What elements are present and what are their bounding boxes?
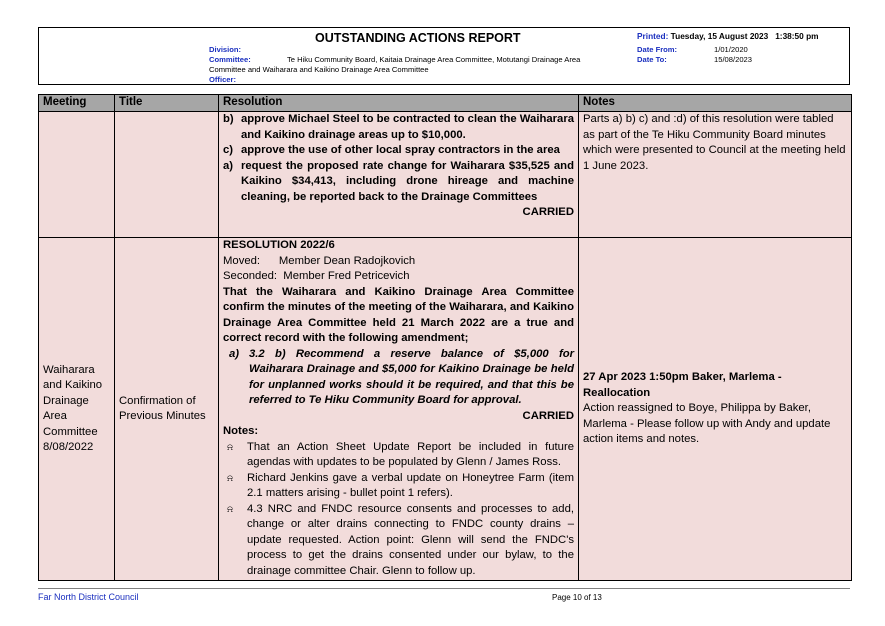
notes-cell — [579, 112, 852, 238]
list-item: ⍾ That an Action Sheet Update Report be included in future agendas with updates to be populated by Glenn / James Ross. — [223, 440, 574, 471]
seconded-line: Seconded: Member Fred Petricevich — [223, 270, 410, 282]
bullet-icon: ⍾ — [227, 503, 233, 514]
notes-subheading: Reallocation — [583, 386, 651, 399]
committee-value: Te Hiku Community Board, Kaitaia Drainage Area Committee, Motutangi Drainage Area Committee and Waiharara and Kaikino Drainage Area Committee — [209, 55, 581, 74]
report-filters — [209, 45, 619, 85]
table-row — [39, 112, 852, 238]
moved-line: Moved: Member Dean Radojkovich — [223, 254, 416, 267]
footer-org: Far North District Council — [38, 592, 139, 602]
officer-label: Officer: — [209, 75, 237, 84]
date-from-value: 1/01/2020 — [714, 45, 748, 54]
amendment-item: a) 3.2 b) Recommend a reserve balance of $5,000 for Waiharara Drainage and $5,000 for Kaikino Drainage be held for unplanned works should it be required, and that this be referred to Te Hiku Community Board for approval. — [229, 347, 574, 406]
meeting-cell: Waiharara and Kaikino Drainage Area Committee 8/08/2022 — [39, 238, 115, 581]
resolution-cell — [219, 238, 579, 581]
carried-label: CARRIED — [522, 206, 574, 218]
printed-value: Tuesday, 15 August 2023 1:38:50 pm — [670, 31, 819, 41]
resolution-item: c) approve the use of other local spray contractors in the area — [223, 144, 560, 156]
resolution-text: That the Waiharara and Kaikino Drainage Area Committee confirm the minutes of the meeting of the Waiharara, and Kaikino Drainage Area Committee held 21 March 2022 are a true and correct record with the following amendment; — [223, 285, 574, 344]
division-label: Division: — [209, 45, 242, 54]
footer-divider — [38, 588, 850, 589]
list-item: ⍾ 4.3 NRC and FNDC resource consents and processes to add, change or alter drains connecting to FNDC county drains – update requested. Action point: Glenn will send the FNDC's process to get the drains consented under our bylaw, to the drainage committee Chair. Glenn to follow up. — [223, 502, 574, 580]
report-title: OUTSTANDING ACTIONS REPORT — [315, 31, 521, 45]
printed-label: Printed: — [637, 31, 669, 41]
notes-heading: 27 Apr 2023 1:50pm Baker, Marlema - — [583, 371, 782, 384]
list-item: ⍾ Richard Jenkins gave a verbal update on Honeytree Farm (item 2.1 matters arising - bullet point 1 refers). — [223, 471, 574, 502]
table-row — [39, 238, 852, 581]
notes-text: Parts a) b) c) and :d) of this resolution were tabled as part of the Te Hiku Community Board minutes which were presented to Council at the meeting held 1 June 2023. — [583, 113, 846, 172]
committee-label: Committee: — [209, 55, 251, 64]
meeting-cell — [39, 112, 115, 238]
table-header-row — [39, 95, 852, 112]
resolution-item: a) request the proposed rate change for Waiharara $35,525 and Kaikino $34,413, including drone hireage and machine cleaning, be reported back to the Drainage Committees — [223, 159, 574, 203]
resolution-item: b) approve Michael Steel to be contracted to clean the Waiharara and Kaikino drainage areas up to $10,000. — [223, 113, 574, 141]
column-header-title: Title — [115, 95, 219, 112]
resolution-heading: RESOLUTION 2022/6 — [223, 239, 335, 251]
report-header — [38, 27, 850, 85]
printed-info — [637, 31, 819, 41]
bullet-icon: ⍾ — [227, 441, 233, 452]
date-from-label: Date From: — [637, 45, 678, 54]
date-to-label: Date To: — [637, 55, 667, 64]
date-range — [637, 45, 752, 65]
actions-table — [38, 94, 852, 581]
column-header-notes: Notes — [579, 95, 852, 112]
column-header-resolution: Resolution — [219, 95, 579, 112]
date-to-value: 15/08/2023 — [714, 55, 753, 64]
committee-line — [209, 55, 619, 75]
title-cell: Confirmation of Previous Minutes — [115, 238, 219, 581]
column-header-meeting: Meeting — [39, 95, 115, 112]
page-number: Page 10 of 13 — [552, 593, 602, 602]
carried-label: CARRIED — [522, 409, 574, 422]
notes-cell — [579, 238, 852, 581]
bullet-icon: ⍾ — [227, 472, 233, 483]
notes-text: Action reassigned to Boye, Philippa by Baker, Marlema - Please follow up with Andy and update action items and notes. — [583, 402, 831, 446]
resolution-cell — [219, 112, 579, 238]
title-cell — [115, 112, 219, 238]
notes-label: Notes: — [223, 425, 259, 437]
